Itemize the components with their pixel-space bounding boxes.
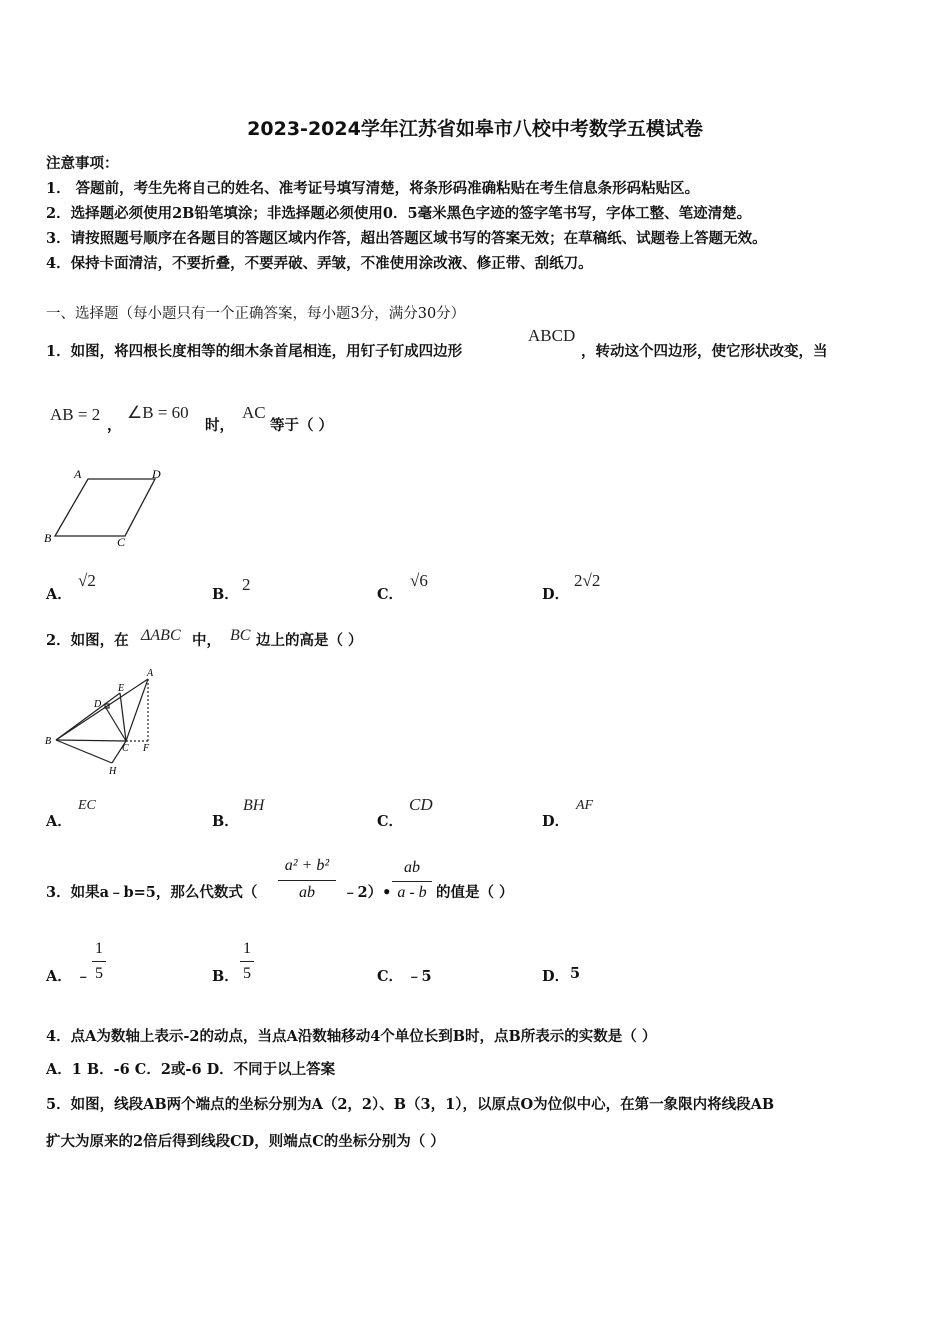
q2-option-d-value: AF — [576, 798, 594, 813]
q3-option-d-value: 5 — [570, 965, 581, 982]
side-bc — [56, 740, 126, 741]
q3-text-a: 3．如果a﹣b=5，那么代数式（ — [46, 884, 258, 901]
q2-option-b-label: B． — [212, 813, 239, 830]
q4-text: 4．点A为数轴上表示-2的动点，当点A沿数轴移动4个单位长到B时，点B所表示的实数是（ ） — [46, 1028, 657, 1045]
q1-option-c-label: C． — [377, 586, 404, 603]
q2-math-bc: BC — [230, 627, 251, 644]
q2-figure-triangle — [40, 665, 170, 780]
label-a: A — [74, 467, 82, 481]
q3-option-c-label: C． — [377, 968, 404, 985]
q2-option-b-value: BH — [243, 797, 265, 814]
q1-option-b-label: B． — [212, 586, 239, 603]
q1-option-a-value: √2 — [78, 571, 96, 590]
q2-option-a-label: A． — [46, 813, 72, 830]
segment-bh — [56, 740, 112, 763]
label-f: F — [143, 743, 150, 754]
label-c: C — [122, 743, 129, 754]
q3-option-a-den: 5 — [95, 965, 103, 982]
q3-frac2-line — [392, 881, 432, 882]
q3-option-a-sign: ﹣ — [76, 968, 91, 985]
q2-option-a-value: EC — [78, 798, 96, 813]
q1-option-b-value: 2 — [242, 575, 251, 594]
q2-text-c: 边上的高是（ ） — [256, 632, 363, 649]
notice-item-1: 1． 答题前，考生先将自己的姓名、准考证号填写清楚，将条形码准确粘贴在考生信息条形码粘贴区。 — [46, 180, 700, 197]
q2-option-d-label: D． — [542, 813, 570, 830]
q3-option-d-label: D． — [542, 968, 570, 985]
q1-option-d-value: 2√2 — [574, 571, 601, 590]
q1-figure-parallelogram — [40, 462, 170, 550]
q5-text-line1: 5．如图，线段AB两个端点的坐标分别为A（2，2）、B（3，1），以原点O为位似中心，在第一象限内将线段AB — [46, 1096, 775, 1113]
q3-option-a-label: A． — [46, 968, 72, 985]
q2-option-c-label: C． — [377, 813, 404, 830]
label-c: C — [117, 535, 126, 549]
page-title: 2023-2024学年江苏省如皋市八校中考数学五模试卷 — [247, 118, 703, 140]
notice-item-3: 3．请按照题号顺序在各题目的答题区域内作答，超出答题区域书写的答案无效；在草稿纸、试题卷上答题无效。 — [46, 230, 767, 247]
segment-ce — [120, 693, 126, 741]
q3-option-c-value: ﹣5 — [407, 968, 432, 985]
q1-math-angle: ∠B = 60 — [127, 403, 189, 422]
label-a: A — [147, 668, 154, 679]
q2-math-triangle: ΔABC — [141, 627, 181, 644]
q3-option-a-num: 1 — [95, 940, 103, 957]
q1-text-a: 1．如图，将四根长度相等的细木条首尾相连，用钉子钉成四边形 — [46, 343, 463, 360]
q3-option-b-line — [240, 961, 254, 962]
q5-text-line2: 扩大为原来的2倍后得到线段CD，则端点C的坐标分别为（ ） — [46, 1133, 445, 1150]
q3-option-b-den: 5 — [243, 965, 251, 982]
q3-option-b-label: B． — [212, 968, 239, 985]
q1-option-a-label: A． — [46, 586, 72, 603]
q3-frac1-line — [278, 880, 336, 881]
label-b: B — [44, 531, 52, 545]
q3-frac2-den: a - b — [397, 884, 427, 901]
parallelogram-abcd — [55, 479, 155, 536]
label-d: D — [152, 467, 161, 481]
q1-math-ab: AB = 2 — [50, 405, 101, 424]
label-e: E — [118, 683, 125, 694]
q1-option-c-value: √6 — [410, 571, 428, 590]
label-b: B — [45, 736, 52, 747]
q1-text-b: ，转动这个四边形，使它形状改变，当 — [581, 343, 828, 360]
notice-item-4: 4．保持卡面清洁，不要折叠，不要弄破、弄皱，不准使用涂改液、修正带、刮纸刀。 — [46, 255, 593, 272]
q2-text-a: 2．如图，在 — [46, 632, 129, 649]
q1-math-abcd: ABCD — [528, 326, 576, 345]
q1-text-d: 等于（ ） — [270, 417, 334, 434]
q1-comma: ， — [107, 417, 122, 434]
q1-text-c: 时， — [205, 417, 234, 434]
q3-option-a-line — [92, 961, 106, 962]
q3-option-b-num: 1 — [243, 940, 251, 957]
label-h: H — [109, 766, 117, 777]
q2-text-b: 中， — [192, 632, 221, 649]
q2-option-c-value: CD — [409, 795, 433, 814]
label-d: D — [94, 699, 102, 710]
notice-item-2: 2．选择题必须使用2B铅笔填涂；非选择题必须使用0．5毫米黑色字迹的签字笔书写，字体工整、笔迹清楚。 — [46, 205, 752, 222]
q3-frac1-num: a² + b² — [284, 857, 330, 874]
q3-text-c: 的值是（ ） — [436, 884, 514, 901]
q3-text-b: ﹣2）• — [343, 884, 392, 901]
notice-heading: 注意事项： — [46, 155, 119, 172]
segment-be — [56, 693, 120, 740]
side-ca — [126, 679, 148, 741]
q3-frac1-den: ab — [299, 884, 315, 901]
q3-frac2-num: ab — [404, 859, 420, 876]
side-ba — [56, 679, 148, 740]
q1-math-ac: AC — [242, 403, 266, 422]
q1-option-d-label: D． — [542, 586, 570, 603]
q4-options: A．1 B．-6 C．2或-6 D．不同于以上答案 — [46, 1061, 336, 1078]
section-heading: 一、选择题（每小题只有一个正确答案，每小题3分，满分30分） — [46, 306, 466, 322]
